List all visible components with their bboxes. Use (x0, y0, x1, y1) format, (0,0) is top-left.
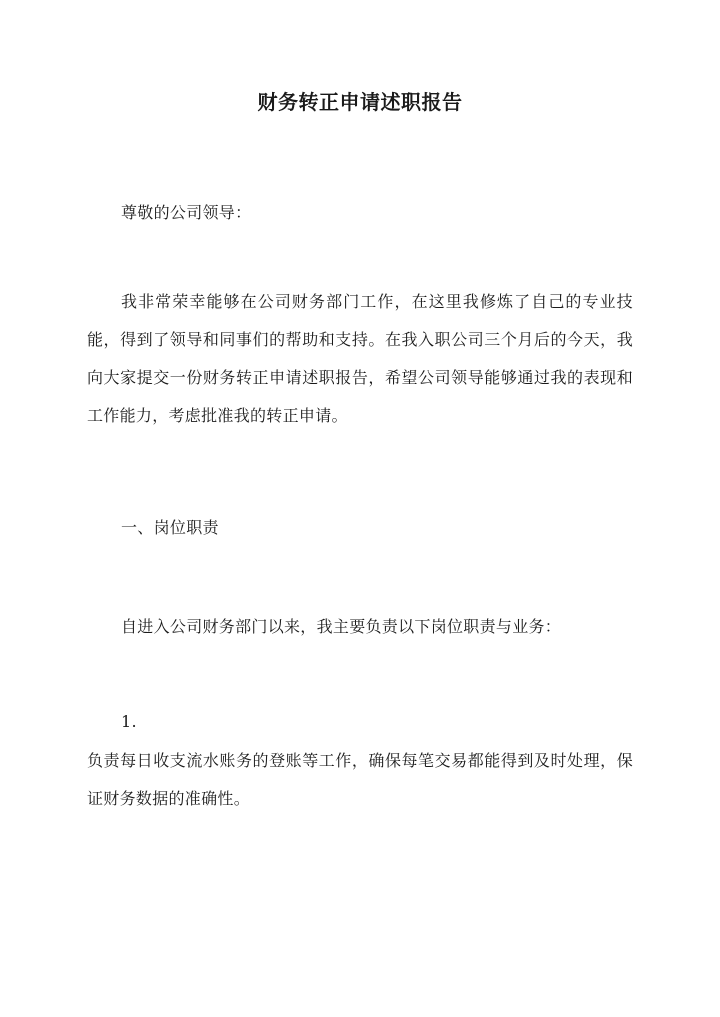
duties-lead-paragraph: 自进入公司财务部门以来，我主要负责以下岗位职责与业务： (121, 617, 562, 636)
list-item-text: 负责每日收支流水账务的登账等工作，确保每笔交易都能得到及时处理，保证财务数据的准确性。 (87, 751, 633, 808)
greeting: 尊敬的公司领导： (121, 203, 252, 222)
section-heading-duties: 一、岗位职责 (121, 518, 219, 537)
document-title: 财务转正申请述职报告 (257, 90, 463, 114)
list-item-number: 1. (121, 712, 137, 731)
intro-paragraph: 我非常荣幸能够在公司财务部门工作，在这里我修炼了自己的专业技能，得到了领导和同事们的帮助和支持。在我入职公司三个月后的今天，我向大家提交一份财务转正申请述职报告，希望公司领导能够通过我的表现和工作能力，考虑批准我的转正申请。 (87, 292, 633, 425)
